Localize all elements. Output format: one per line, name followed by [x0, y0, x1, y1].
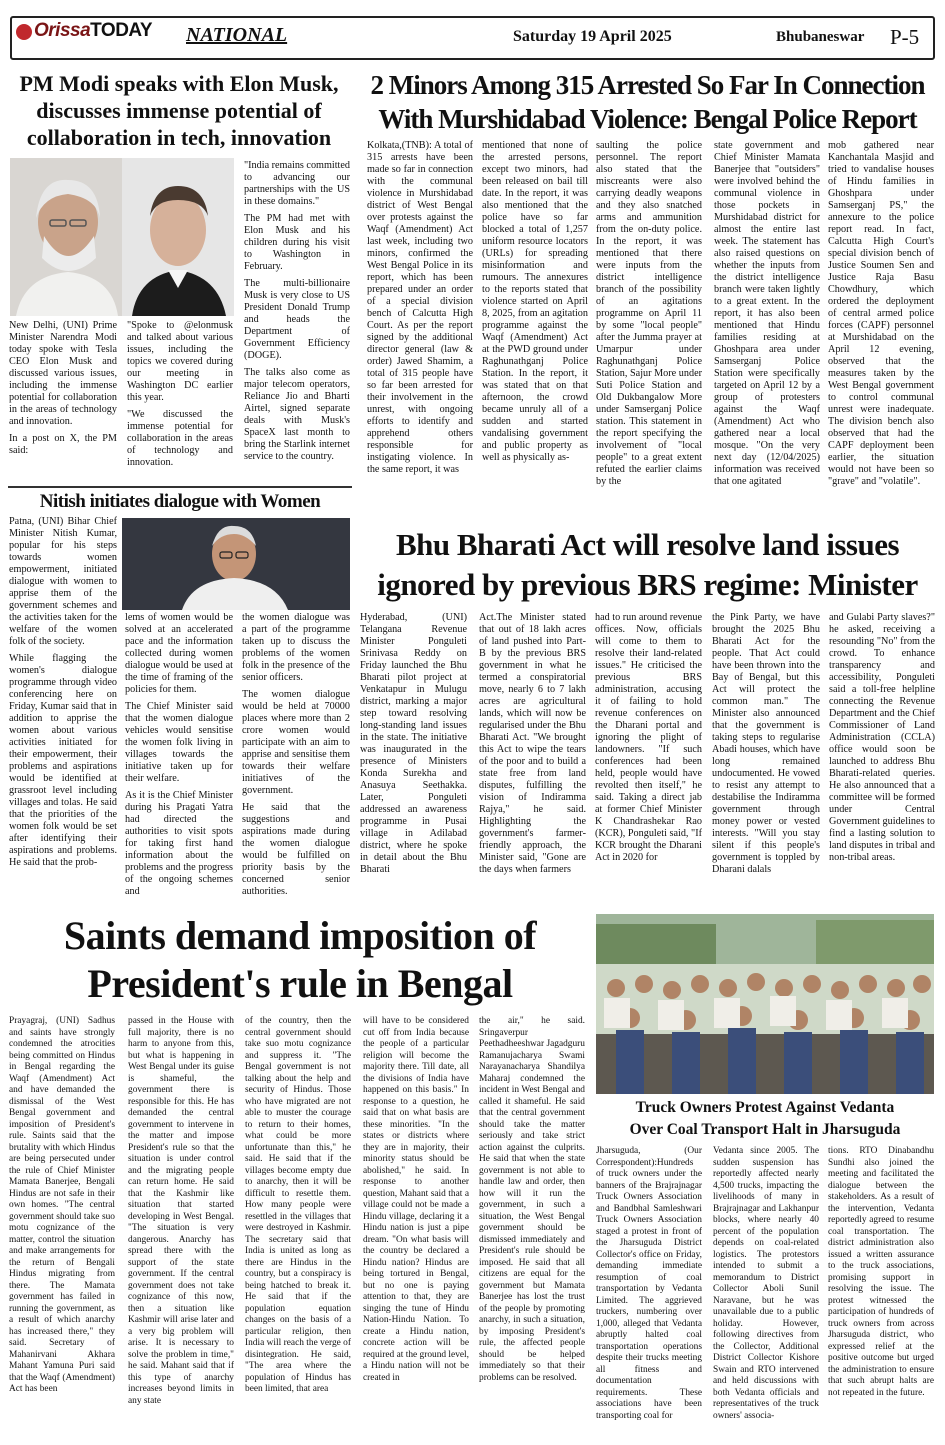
saints-column-1: Prayagraj, (UNI) Sadhus and saints have strongly condemned the atrocities being committed on Hindus in Bengal regarding the Waqf (Amendment) Act and have demanded the dismissal of the West Bengal government and imposition of President's rule. Saints said that the brutality with which Hindus are being persecuted under the rule of Chief Minister Mamata Banerjee, Bengali Hindus are not safe in their own homes. "The central government should take suo motu cognizance of the matter, control the situation and make arrangements for the return of Bengali Hindus migrating from there. The Mamata government has failed in running the government, as a result of which anarchy has increased there," they said. Secretary of Mahanirvani Akhara Mahant Yamuna Puri said that the Waqf (Amendment) Act has been: [9, 1016, 115, 1394]
modi-column-1: [9, 320, 117, 485]
murshidabad-column-3: saulting the police personnel. The report also stated that the miscreants were also carrying deadly weapons and they also snatched arms and ammunition from the on-duty police. In the report, it was mentioned that there were inputs from the district intelligence branch of the possibility of an agitations programme on April 11 by some "local people" after the Jumma prayer at Umarpur under Raghunathganj Police Station, Sajur More under Suti Police Station and Old Dukbangalow More under Samserganj Police station. This statement in the report specifying the involvement of "local people" to a great extent refuted the earlier claims by the: [596, 140, 702, 487]
truck-headline-line-1: Truck Owners Protest Against Vedanta: [635, 1099, 895, 1116]
nitish-headline: Nitish initiates dialogue with Women: [39, 491, 321, 512]
paragraph: The women dialogue would be held at 70000 places where more than 2 crore women would participate with an aim to apprise and sensitise them towards their welfare initiatives of the government.: [242, 689, 350, 796]
paragraph: "We discussed the immense potential for collaboration in the areas of technology and innovation.: [127, 409, 233, 468]
issue-date: Saturday 19 April 2025: [513, 28, 672, 45]
newspaper-logo: [16, 20, 162, 54]
paragraph: The PM had met with Elon Musk and his children during his visit to Washington in February.: [244, 213, 350, 272]
murshidabad-column-4: state government and Chief Minister Mamata Banerjee that "outsiders" were involved behind the communal violence in those pockets in Murshidabad district for almost the entire last week. The statement has also raised questions on whether the inputs from the district intelligence branch were taken lightly to a great extent. In the report, it has also been mentioned that Hindu families residing at Ghoshpara area under Samserganj Police Station were specifically targeted on April 12 by a group of protesters against the Waqf (Amendment) Act who gathered near a local mosque. "On the very next day (12/04/2025) information was received that one agitated: [714, 140, 820, 487]
murshidabad-headline: [360, 68, 935, 136]
paragraph: Patna, (UNI) Bihar Chief Minister Nitish Kumar, popular for his steps towards women empowerment, initiated dialogue with women to apprise them of the government schemes and the activities taken for the welfare of the women folk of the society.: [9, 516, 117, 647]
paragraph: "India remains committed to advancing our partnerships with the US in these domains.": [244, 160, 350, 207]
saints-column-2: passed in the House with full majority, there is no harm to anyone from this, but what is happening in West Bengal under its guise is shameful, the government there is responsible for this. He has demanded the central government to intervene in the matter and impose President's rule so that the situation is under control and the migrating people can return home. He said that the Kashmir like situation that started developing in West Bengal. "The situation is very dangerous. Anarchy has spread there with the support of the state government. If the central government does not take cognizance of this now, then a situation like Kashmir will arise later and a very big problem will arise. It is necessary to solve the problem in time," he said. Mahant said that if this type of anarchy increases beyond limits in any state: [128, 1016, 234, 1406]
murshidabad-column-1: Kolkata,(TNB): A total of 315 arrests have been made so far in connection with the communal violence in Murshidabad district of West Bengal over protests against the Waqf (Amendment) Act last week, including two minors, confirmed the West Bengal Police in its report, which has been prepared under an order of a special division bench of Calcutta High Court. As per the report signed by the additional director general (law & order) Jawed Shamim, a total of 315 people have so far been arrested for their involvement in the unrest, with ongoing efforts to identify and apprehend others responsible for instigating violence. In the same report, it was: [367, 140, 473, 475]
nitish-photo: [122, 518, 350, 610]
paragraph: the women dialogue was a part of the programme taken up to discuss the problems of the women folk in the presence of the senior officers.: [242, 612, 350, 683]
saints-column-5: the air," he said. Sringaverpur Peethadheeshwar Jagadguru Ramanujacharya Swami Narayanacharya Shandilya Maharaj condemned the incident in West Bengal and called it shameful. He said that the central government should take the matter seriously and take strict action against the culprits. He said that when the state government is not able to handle law and order, then how will it run the government, in such a situation, the West Bengal government should be dismissed immediately and President's rule should be imposed. He said that all citizens are equal for the government but Mamata Banerjee has lost the trust of the people by promoting anarchy, in such a situation, by imposing President's rule, the affected people should be helped immediately so that their problems can be resolved.: [479, 1016, 585, 1383]
modi-column-3: [244, 160, 350, 485]
paragraph: He said that the suggestions and aspirations made during the women dialogue would be fulfilled on priority basis by the concerned senior authorities.: [242, 802, 350, 897]
logo-text-today: TODAY: [90, 20, 153, 41]
nitish-column-1: [9, 516, 117, 906]
page-number: P-5: [890, 25, 920, 49]
truck-column-2: Vedanta since 2005. The sudden suspension has reportedly affected nearly 4,500 trucks, impacting the livelihoods of many in Brajrajnagar and Lakhanpur blocks, where nearly 40 percent of the population depends on coal-related logistics. The protestors intended to submit a memorandum to District Collector Aboli Sunil Naravane, but he was unavailable due to a public holiday. However, following directives from the Collector, Additional District Collector Kishore Swain and RTO intervened and held discussions with both Vedanta officials and representatives of the truck owners' associa-: [713, 1146, 819, 1421]
saints-headline-line-1: Saints demand imposition of: [63, 913, 537, 958]
saints-headline-line-2: President's rule in Bengal: [87, 961, 513, 1006]
nitish-column-3: [242, 612, 350, 906]
truck-headline-line-2: Over Coal Transport Halt in Jharsuguda: [629, 1121, 901, 1138]
edition-city: Bhubaneswar: [776, 29, 865, 45]
paragraph: "Spoke to @elonmusk and talked about various issues, including the topics we covered during our meeting in Washington DC earlier this year.: [127, 320, 233, 403]
truck-column-1: Jharsuguda, (Our Correspondent):Hundreds of truck owners under the banners of the Brajrajnagar Truck Owners Association and Bandbhal Samleshwari Truck Owners Association staged a protest in front of the Jharsuguda District Collector's office on Friday, demanding immediate resumption of coal transportation by Vedanta Limited. The aggrieved truckers, numbering over 1,000, alleged that Vedanta abruptly halted coal transportation operations despite their trucks meeting all fitness and documentation requirements. These associations have been transporting coal for: [596, 1146, 702, 1421]
saints-headline: [10, 912, 590, 1008]
paragraph: The multi-billionaire Musk is very close to US President Donald Trump and heads the Department of Government Efficiency (DOGE).: [244, 278, 350, 361]
truck-headline: [596, 1097, 934, 1141]
murshidabad-headline-line-1: 2 Minors Among 315 Arrested So Far In Connection: [370, 70, 925, 100]
murshidabad-headline-line-2: With Murshidabad Violence: Bengal Police Report: [378, 104, 917, 134]
truck-protest-photo: [596, 914, 934, 1094]
truck-column-3: tions. RTO Dinabandhu Sundhi also joined the meeting and facilitated the dialogue between the stakeholders. As a result of the intervention, Vedanta reportedly agreed to resume coal transportation. The district administration also issued a written assurance to the truck associations, promising support in resolving the issue. The protest witnessed the participation of hundreds of truck owners from across Jharsuguda district, who expressed relief at the positive outcome but urged the administration to ensure that such abrupt halts are not repeated in the future.: [828, 1146, 934, 1398]
bhubharati-column-5: and Gulabi Party slaves?" he asked, receiving a resounding "No" from the crowd. To enhance transparency and accessibility, Ponguleti said a toll-free helpline connecting the Revenue Department and the Chief Commissioner of Land Administration (CCLA) office would soon be launched to address Bhu Bharati-related queries. He also announced that a committee will be formed under Central Government guidelines to find a lasting solution to land disputes in tribal and non-tribal areas.: [829, 612, 935, 863]
paragraph: The Chief Minister said that the women dialogue vehicles would sensitise the women folk living in villages towards the initiative taken up for their welfare.: [125, 701, 233, 784]
paragraph: New Delhi, (UNI) Prime Minister Narendra Modi today spoke with Tesla CEO Elon Musk and discussed various issues, including the immense potential for collaboration in the areas of technology and innovation.: [9, 320, 117, 427]
murshidabad-column-2: mentioned that none of the arrested persons, except two minors, had been released on bail till date. In the report, it was also mentioned that the police have so far blocked a total of 1,257 uniform resource locators (URLs) for spreading misinformation and rumours. The annexures to the reports stated that violence started on April 8, 2025, from an agitation programme against the Waqf (Amendment) Act at the PWD ground under Raghunathganj Police Station. In the report, it was stated that on that afternoon, the crowd became unruly all of a sudden and started vandalising government and public property as well as physically as-: [482, 140, 588, 463]
paragraph: lems of women would be solved at an accelerated pace and the information collected during women dialogue would be used at the time of framing of the policies for them.: [125, 612, 233, 695]
paragraph: As it is the Chief Minister during his Pragati Yatra had directed the authorities to visit spots for taking first hand information about the problems and the progress of the ongoing schemes and: [125, 790, 233, 897]
paragraph: While flagging the women's dialogue programme through video conferencing here on Friday, Kumar said that in addition to apprise the women about various activities initiated for their empowerment, their problems and aspirations would be identified at grassroot level including villages and tolas. He said that the priorities of the women folk would be set after identifying their aspirations and problems. He said that the prob-: [9, 653, 117, 868]
murshidabad-column-5: mob gathered near Kanchantala Masjid and tried to vandalise houses of Hindu families in Ghoshpara under Samserganj PS," the annexure to the police report read. In fact, Calcutta High Court's special division bench of Justice Soumen Sen and Justice Raja Basu Chowdhury, which ordered the deployment of central armed police forces (CAPF) personnel at Murshidabad on the April 12 evening, observed that the measures taken by the West Bengal government to control communal unrest were inadequate. The division bench also observed that had the CAPF deployment been earlier, the situation would not have been so "grave" and "volatile".: [828, 140, 934, 487]
bhubharati-headline: Bhu Bharati Act will resolve land issues ignored by previous BRS regime: Minister: [377, 527, 918, 602]
musk-photo: [122, 158, 234, 316]
saints-column-4: will have to be considered cut off from India because the people of a particular religion will become the majority there. Till date, all the divisions of India have happened on this basis." In response to a question, he said that on what basis are these minorities. "In the states or districts where they are in majority, their minority status should be abolished," he said. In response to another question, Mahant said that a village could not be made a Hindu village, declaring it a Hindu nation is just a pipe dream. "On what basis will the country be declared a Hindu nation? Hindus are being tortured in Bengal, but no one is paying attention to that, they are singing the tune of Hindu Nation-Hindu Nation. To create a Hindu nation, concrete action will be required at the ground level, a Hindu nation will not be created in: [363, 1016, 469, 1383]
column-divider: [8, 486, 352, 488]
bhubharati-column-3: had to run around revenue offices. Now, officials will come to them to resolve their land-related issues." He criticised the previous BRS administration, accusing it of failing to hold revenue conferences on the Dharani portal and ignoring the plight of landowners. "If such conferences had been held, people would have revolted then itself," he said. Taking a direct jab at former Chief Minister K Chandrashekar Rao (KCR), Ponguleti said, "If KCR brought the Dharani Act in 2020 for: [595, 612, 702, 863]
modi-photo: [10, 158, 122, 316]
saints-column-3: of the country, then the central government should take suo motu cognizance and suppress it. "The Bengal government is not talking about the help and security of Hindus. Those who have migrated are not able to muster the courage to return to their homes, what could be more unfortunate than this," he said. He said that if the villages become empty due to anarchy, then it will be difficult to resettle them. How many people were resettled in the villages that were destroyed in Kashmir. The secretary said that India is united as long as there are Hindus in the country, but a conspiracy is being hatched to break it. He said that if the population equation changes on the basis of a particular religion, then India will reach the verge of disintegration. He said, "The area where the population of Hindus has been limited, that area: [245, 1016, 351, 1394]
modi-headline: PM Modi speaks with Elon Musk, discusses immense potential of collaboration in tech, innovation: [19, 71, 339, 150]
bhubharati-column-1: Hyderabad, (UNI) Telangana Revenue Minister Ponguleti Srinivasa Reddy on Friday launched the Bhu Bharati pilot project at Venkatapur in Mulugu district, marking a major step toward resolving long-standing land issues in the state. The initiative was inaugurated in the presence of Ministers Konda Surekha and Anasuya Seethakka. Later, Ponguleti addressed an awareness programme in Pusai village in Adilabad district, where he spoke in detail about the Bhu Bharati: [360, 612, 467, 875]
nitish-column-2: [125, 612, 233, 906]
paragraph: The talks also come as major telecom operators, Reliance Jio and Bharti Airtel, signed separate deals with Musk's SpaceX last month to bring the Starlink internet service to the country.: [244, 367, 350, 462]
logo-text-orissa: Orissa: [34, 20, 91, 41]
logo-emblem-icon: [16, 24, 32, 40]
bhubharati-column-2: Act.The Minister stated that out of 18 lakh acres of land pushed into Part-B by the previous BRS government in what he termed a conspiratorial move, nearly 6 to 7 lakh acres are agricultural lands, which will now be regularised under the Bhu Bharati Act. "We brought this Act to wipe the tears of the poor and to build a state free from land disputes, fulfilling the vision of Indiramma Rajya," he said. Highlighting the government's farmer-friendly approach, the Minister said, "Gone are the days when farmers: [479, 612, 586, 875]
bhubharati-column-4: the Pink Party, we have brought the 2025 Bhu Bharati Act for the people. That Act could have been thrown into the Bay of Bengal, but this Act will protect the common man." The Minister also announced that the government is taking steps to regularise Abadi houses, which have long remained undocumented. He vowed to resist any attempt to destabilise the Indiramma government through money power or vested interests. "Will you stay silent if this people's government is toppled by Dharani dalals: [712, 612, 820, 875]
paragraph: In a post on X, the PM said:: [9, 433, 117, 456]
section-label: NATIONAL: [186, 24, 288, 46]
modi-column-2: [127, 320, 233, 485]
